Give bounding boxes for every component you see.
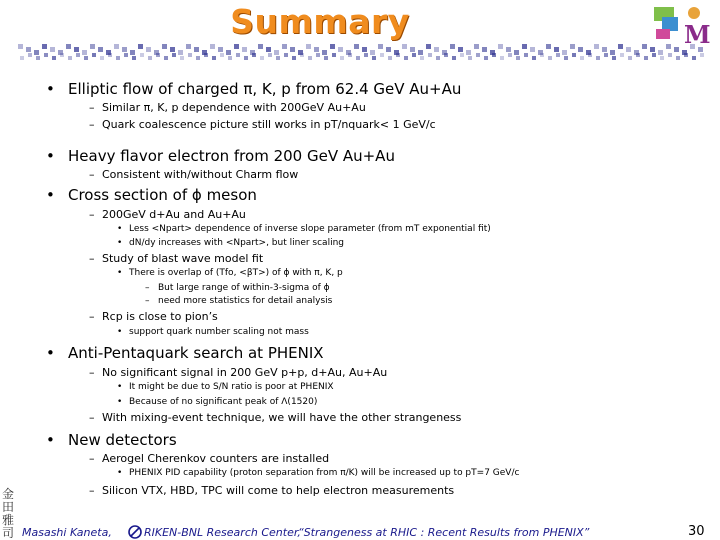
band-square	[570, 44, 575, 49]
band-square	[172, 53, 176, 57]
band-square	[306, 44, 311, 49]
bullet-dot: •	[46, 80, 55, 98]
band-square	[700, 53, 704, 57]
band-square	[444, 53, 448, 57]
band-square	[380, 53, 384, 57]
band-square	[44, 53, 48, 57]
band-square	[236, 53, 240, 57]
band-square	[588, 53, 592, 57]
slide-title: Summary	[230, 2, 410, 41]
band-square	[284, 53, 288, 57]
band-square	[196, 56, 200, 60]
band-square	[330, 44, 335, 49]
band-square	[34, 50, 39, 55]
band-square	[108, 53, 112, 57]
page-number: 30	[688, 524, 705, 539]
band-square	[116, 56, 120, 60]
band-square	[514, 50, 519, 55]
band-square	[132, 56, 136, 60]
band-square	[482, 47, 487, 52]
band-square	[266, 47, 271, 52]
band-square	[188, 53, 192, 57]
band-square	[274, 50, 279, 55]
band-square	[626, 47, 631, 52]
band-square	[412, 53, 416, 57]
band-square	[204, 53, 208, 57]
band-square	[148, 56, 152, 60]
band-square	[164, 56, 168, 60]
band-square	[428, 53, 432, 57]
band-square	[522, 44, 527, 49]
band-square	[100, 56, 104, 60]
band-square	[516, 56, 520, 60]
band-square	[404, 56, 408, 60]
band-square	[498, 44, 503, 49]
band-square	[602, 47, 607, 52]
band-square	[42, 44, 47, 49]
footer-talk-title: “Strangeness at RHIC : Recent Results from PHENIX”	[298, 526, 590, 539]
band-square	[546, 44, 551, 49]
band-square	[20, 56, 24, 60]
band-square	[540, 53, 544, 57]
band-square	[170, 47, 175, 52]
band-square	[140, 53, 144, 57]
band-square	[338, 47, 343, 52]
band-square	[466, 50, 471, 55]
band-square	[644, 56, 648, 60]
band-square	[50, 47, 55, 52]
band-square	[492, 53, 496, 57]
band-square	[228, 56, 232, 60]
band-square	[364, 53, 368, 57]
band-square	[220, 53, 224, 57]
band-square	[68, 56, 72, 60]
band-square	[66, 44, 71, 49]
band-square	[458, 47, 463, 52]
band-square	[226, 50, 231, 55]
band-square	[410, 47, 415, 52]
band-square	[92, 53, 96, 57]
band-square	[268, 53, 272, 57]
band-square	[180, 56, 184, 60]
band-square	[506, 47, 511, 52]
band-square	[468, 56, 472, 60]
band-square	[530, 47, 535, 52]
band-square	[36, 56, 40, 60]
band-square	[18, 44, 23, 49]
band-square	[402, 44, 407, 49]
band-square	[460, 53, 464, 57]
band-square	[324, 56, 328, 60]
band-square	[636, 53, 640, 57]
band-square	[98, 47, 103, 52]
band-square	[564, 56, 568, 60]
kanji-stamp: 金田雅司	[2, 487, 15, 540]
band-square	[362, 47, 367, 52]
band-square	[186, 44, 191, 49]
band-square	[156, 53, 160, 57]
band-square	[618, 44, 623, 49]
band-square	[578, 47, 583, 52]
logo-letter: M	[684, 20, 711, 49]
band-square	[244, 56, 248, 60]
band-square	[28, 53, 32, 57]
band-square	[452, 56, 456, 60]
band-square	[52, 56, 56, 60]
band-square	[234, 44, 239, 49]
band-square	[642, 44, 647, 49]
band-square	[668, 53, 672, 57]
band-square	[652, 53, 656, 57]
phenix-logo-icon	[654, 3, 712, 49]
band-square	[532, 56, 536, 60]
band-square	[580, 56, 584, 60]
band-square	[370, 50, 375, 55]
band-square	[476, 53, 480, 57]
band-square	[348, 53, 352, 57]
band-square	[314, 47, 319, 52]
band-square	[162, 44, 167, 49]
band-square	[372, 56, 376, 60]
band-square	[260, 56, 264, 60]
band-square	[386, 47, 391, 52]
band-square	[556, 53, 560, 57]
band-square	[500, 56, 504, 60]
band-square	[90, 44, 95, 49]
band-square	[610, 50, 615, 55]
band-square	[436, 56, 440, 60]
band-square	[620, 53, 624, 57]
decorative-band	[18, 40, 708, 66]
band-square	[434, 47, 439, 52]
band-square	[388, 56, 392, 60]
band-square	[242, 47, 247, 52]
band-square	[684, 53, 688, 57]
band-square	[524, 53, 528, 57]
band-square	[300, 53, 304, 57]
footer-author: Masashi Kaneta,	[22, 526, 112, 539]
band-square	[660, 56, 664, 60]
band-square	[658, 50, 663, 55]
band-square	[396, 53, 400, 57]
band-square	[130, 50, 135, 55]
band-square	[138, 44, 143, 49]
band-square	[332, 53, 336, 57]
footer-lab: RIKEN-BNL Research Center,	[144, 526, 301, 539]
band-square	[612, 56, 616, 60]
band-square	[322, 50, 327, 55]
band-square	[596, 56, 600, 60]
band-square	[60, 53, 64, 57]
band-square	[548, 56, 552, 60]
band-square	[252, 53, 256, 57]
band-square	[572, 53, 576, 57]
band-square	[84, 56, 88, 60]
band-square	[122, 47, 127, 52]
band-square	[308, 56, 312, 60]
band-square	[418, 50, 423, 55]
band-square	[378, 44, 383, 49]
band-square	[474, 44, 479, 49]
band-square	[76, 53, 80, 57]
band-square	[290, 47, 295, 52]
band-square	[562, 50, 567, 55]
band-square	[426, 44, 431, 49]
band-square	[26, 47, 31, 52]
band-square	[604, 53, 608, 57]
band-square	[292, 56, 296, 60]
band-square	[212, 56, 216, 60]
band-square	[356, 56, 360, 60]
band-square	[210, 44, 215, 49]
band-square	[178, 50, 183, 55]
band-square	[508, 53, 512, 57]
band-square	[354, 44, 359, 49]
band-square	[484, 56, 488, 60]
band-square	[146, 47, 151, 52]
band-square	[82, 50, 87, 55]
band-square	[420, 56, 424, 60]
band-square	[628, 56, 632, 60]
band-square	[692, 56, 696, 60]
band-square	[124, 53, 128, 57]
band-square	[114, 44, 119, 49]
band-square	[594, 44, 599, 49]
riken-logo-icon	[128, 525, 142, 539]
band-square	[218, 47, 223, 52]
band-square	[276, 56, 280, 60]
band-square	[340, 56, 344, 60]
band-square	[258, 44, 263, 49]
band-square	[676, 56, 680, 60]
band-square	[194, 47, 199, 52]
band-square	[450, 44, 455, 49]
band-square	[282, 44, 287, 49]
band-square	[316, 53, 320, 57]
band-square	[74, 47, 79, 52]
band-square	[554, 47, 559, 52]
